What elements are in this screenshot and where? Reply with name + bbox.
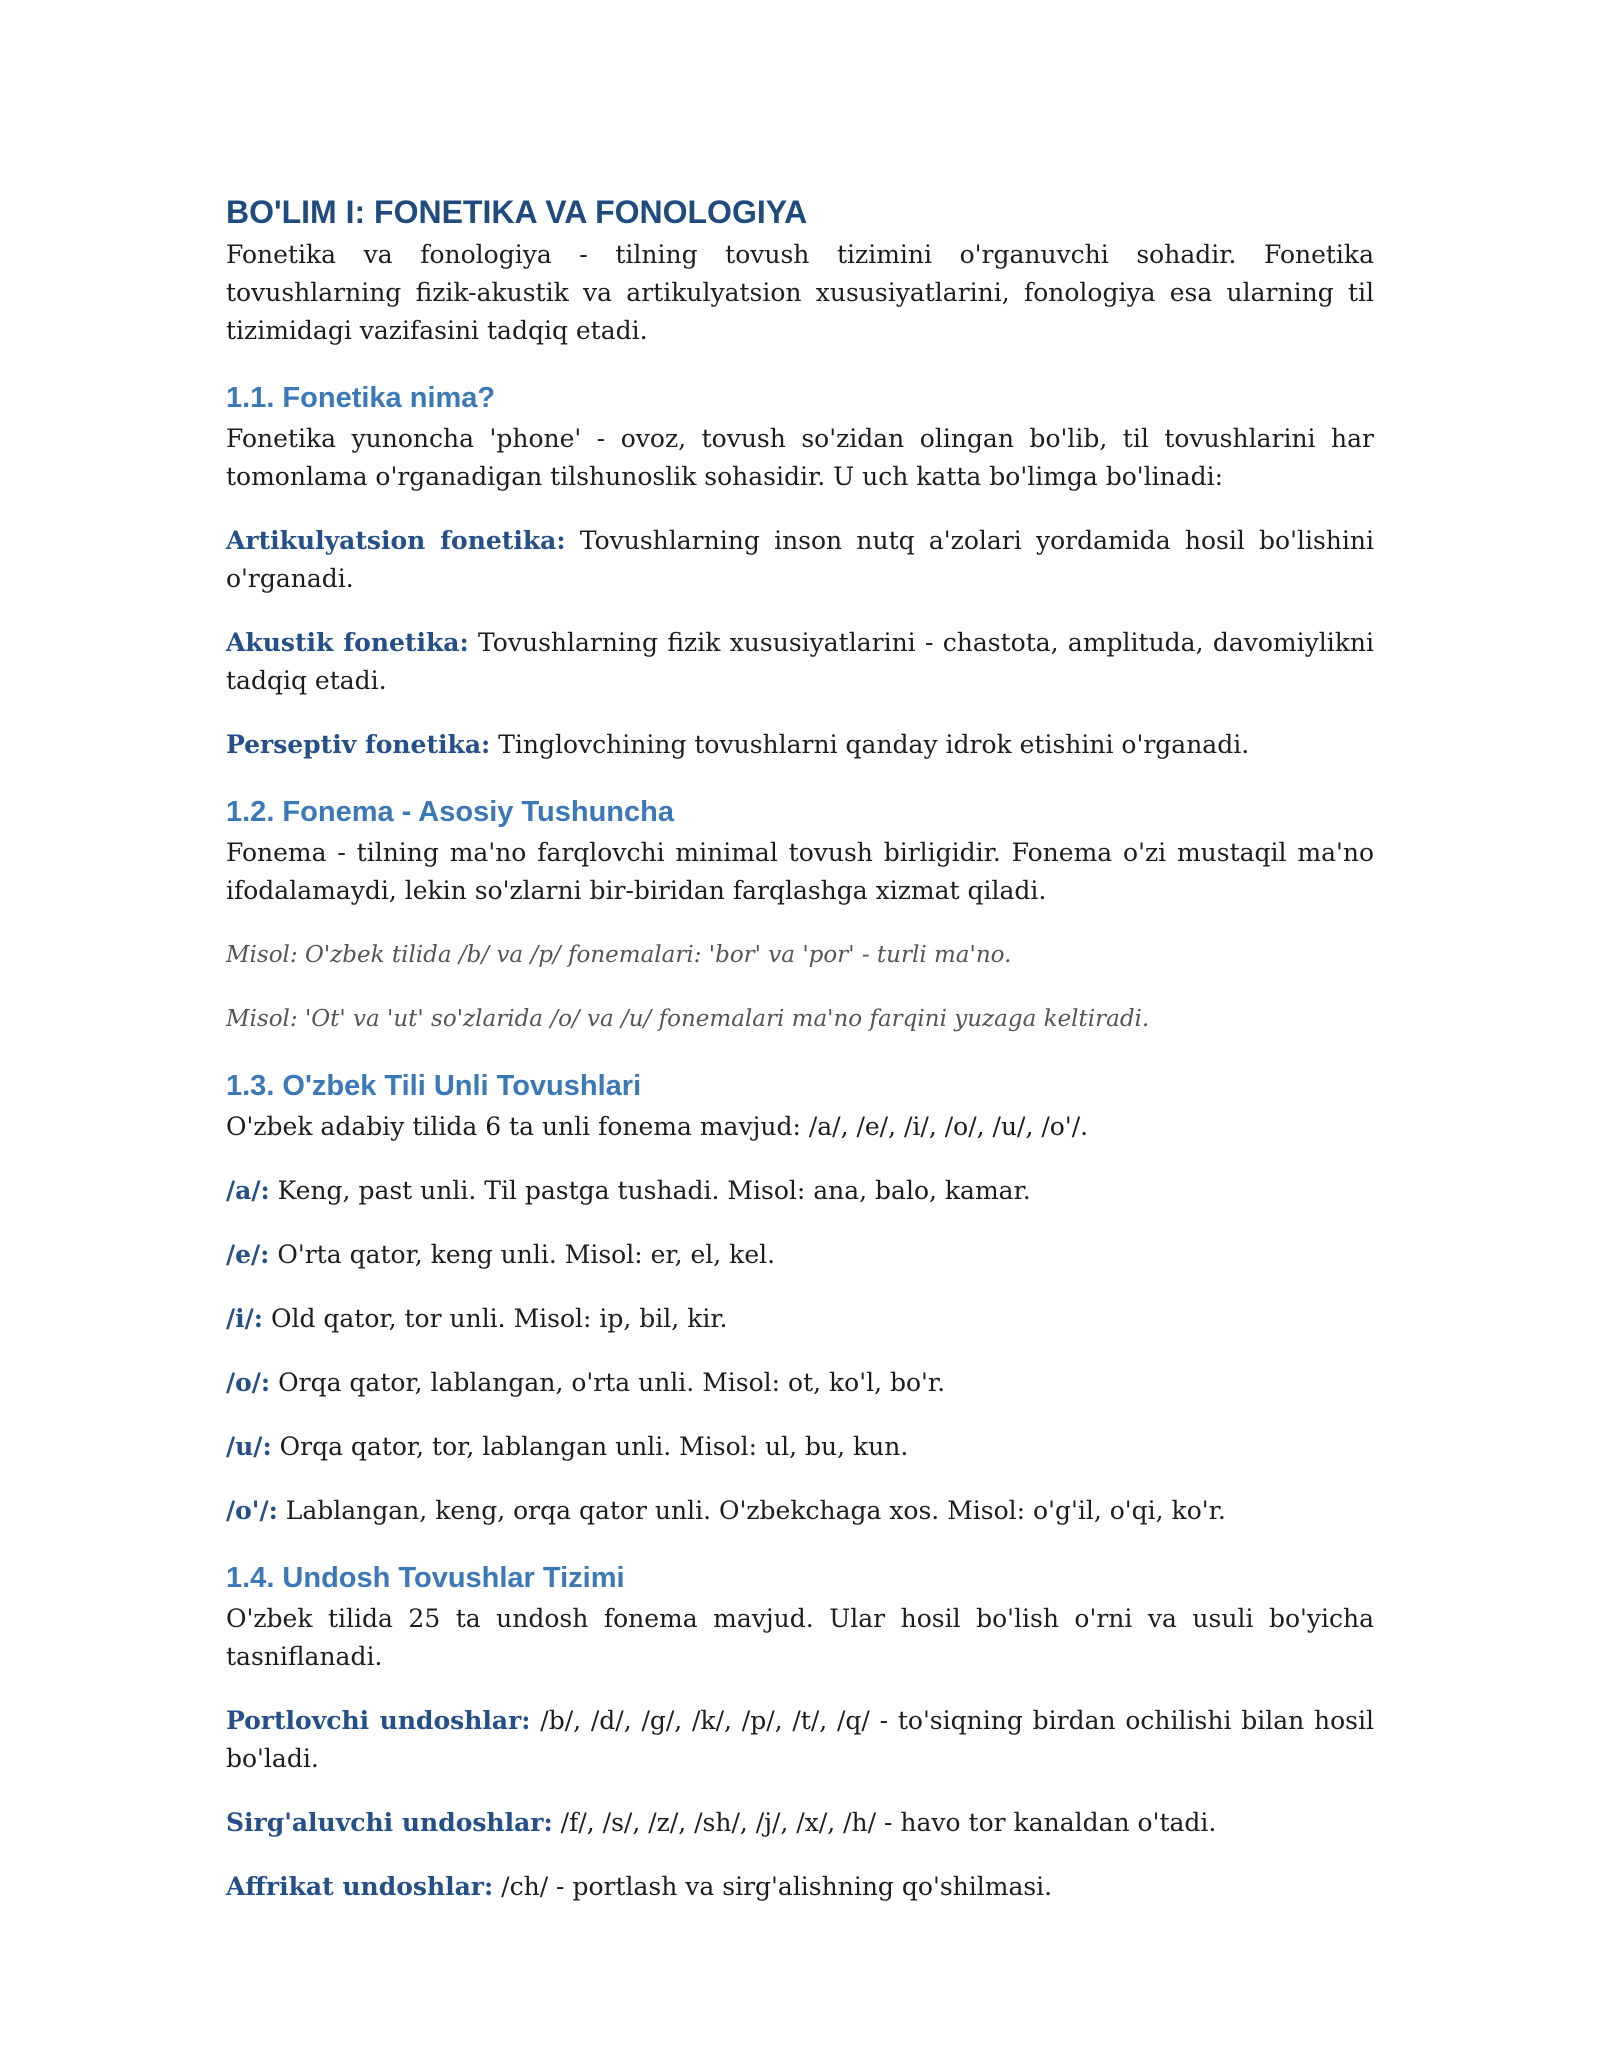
consonant-item — [226, 1804, 1374, 1842]
paragraph-1-1-intro: Fonetika yunoncha 'phone' - ovoz, tovush so'zidan olingan bo'lib, til tovushlarini har tomonlama o'rganadigan tilshunoslik sohasidir. U uch katta bo'limga bo'linadi: — [226, 424, 1374, 491]
paragraph-1-4-intro: O'zbek tilida 25 ta undosh fonema mavjud. Ular hosil bo'lish o'rni va usuli bo'yicha tasniflanadi. — [226, 1604, 1374, 1671]
consonant-term: Affrikat undoshlar: — [226, 1872, 494, 1901]
heading-1-1: 1.1. Fonetika nima? — [226, 382, 496, 414]
vowel-term: /a/: — [226, 1176, 270, 1205]
definition-item — [226, 522, 1374, 598]
section-intro: Fonetika va fonologiya - tilning tovush tizimini o'rganuvchi sohadir. Fonetika tovushlarning fizik-akustik va artikulyatsion xususiyatlarini, fonologiya esa ularning til tizimidagi vazifasini tadqiq etadi. — [226, 240, 1374, 345]
vowel-text: Orqa qator, lablangan, o'rta unli. Misol: ot, ko'l, bo'r. — [270, 1368, 946, 1397]
heading-1-2: 1.2. Fonema - Asosiy Tushuncha — [226, 796, 674, 828]
definition-text: Tinglovchining tovushlarni qanday idrok etishini o'rganadi. — [490, 730, 1250, 759]
consonant-text: /b/, /d/, /g/, /k/, /p/, /t/, /q/ - to'siqning birdan ochilishi bilan hosil bo'ladi. — [226, 1706, 1374, 1773]
vowel-term: /o/: — [226, 1368, 271, 1397]
definition-term: Akustik fonetika: — [226, 628, 469, 657]
vowel-item — [226, 1172, 1374, 1210]
vowel-text: Old qator, tor unli. Misol: ip, bil, kir. — [263, 1304, 728, 1333]
vowel-term: /i/: — [226, 1304, 263, 1333]
section-title: BO'LIM I: FONETIKA VA FONOLOGIYA — [226, 194, 808, 230]
vowel-item — [226, 1300, 1374, 1338]
document-page — [226, 190, 1374, 1906]
definition-term: Artikulyatsion fonetika: — [226, 526, 566, 555]
vowel-term: /e/: — [226, 1240, 270, 1269]
vowel-item — [226, 1364, 1374, 1402]
definition-item — [226, 624, 1374, 700]
consonant-item — [226, 1702, 1374, 1778]
vowel-text: Orqa qator, tor, lablangan unli. Misol: ul, bu, kun. — [271, 1432, 909, 1461]
vowel-term: /o'/: — [226, 1496, 278, 1525]
consonant-text: /ch/ - portlash va sirg'alishning qo'shilmasi. — [493, 1872, 1053, 1901]
definition-item — [226, 726, 1374, 764]
definition-text: Tovushlarning fizik xususiyatlarini - chastota, amplituda, davomiylikni tadqiq etadi. — [226, 628, 1374, 695]
vowel-text: O'rta qator, keng unli. Misol: er, el, kel. — [269, 1240, 776, 1269]
consonant-term: Sirg'aluvchi undoshlar: — [226, 1808, 553, 1837]
heading-1-4: 1.4. Undosh Tovushlar Tizimi — [226, 1562, 625, 1594]
example-text: Misol: O'zbek tilida /b/ va /p/ fonemalari: 'bor' va 'por' - turli ma'no. — [226, 942, 1012, 968]
vowel-item — [226, 1492, 1374, 1530]
paragraph-1-3-intro: O'zbek adabiy tilida 6 ta unli fonema mavjud: /a/, /e/, /i/, /o/, /u/, /o'/. — [226, 1112, 1089, 1141]
consonant-term: Portlovchi undoshlar: — [226, 1706, 531, 1735]
vowel-text: Lablangan, keng, orqa qator unli. O'zbekchaga xos. Misol: o'g'il, o'qi, ko'r. — [277, 1496, 1226, 1525]
vowel-item — [226, 1236, 1374, 1274]
consonant-item — [226, 1868, 1374, 1906]
definition-term: Perseptiv fonetika: — [226, 730, 491, 759]
vowel-term: /u/: — [226, 1432, 272, 1461]
heading-1-3: 1.3. O'zbek Tili Unli Tovushlari — [226, 1070, 642, 1102]
vowel-text: Keng, past unli. Til pastga tushadi. Misol: ana, balo, kamar. — [269, 1176, 1031, 1205]
vowel-item — [226, 1428, 1374, 1466]
example-text: Misol: 'Ot' va 'ut' so'zlarida /o/ va /u/ fonemalari ma'no farqini yuzaga keltiradi. — [226, 1006, 1150, 1032]
definition-text: Tovushlarning inson nutq a'zolari yordamida hosil bo'lishini o'rganadi. — [226, 526, 1374, 593]
consonant-text: /f/, /s/, /z/, /sh/, /j/, /x/, /h/ - havo tor kanaldan o'tadi. — [552, 1808, 1217, 1837]
paragraph-1-2-intro: Fonema - tilning ma'no farqlovchi minimal tovush birligidir. Fonema o'zi mustaqil ma'no ifodalamaydi, lekin so'zlarni bir-biridan farqlashga xizmat qiladi. — [226, 838, 1374, 905]
